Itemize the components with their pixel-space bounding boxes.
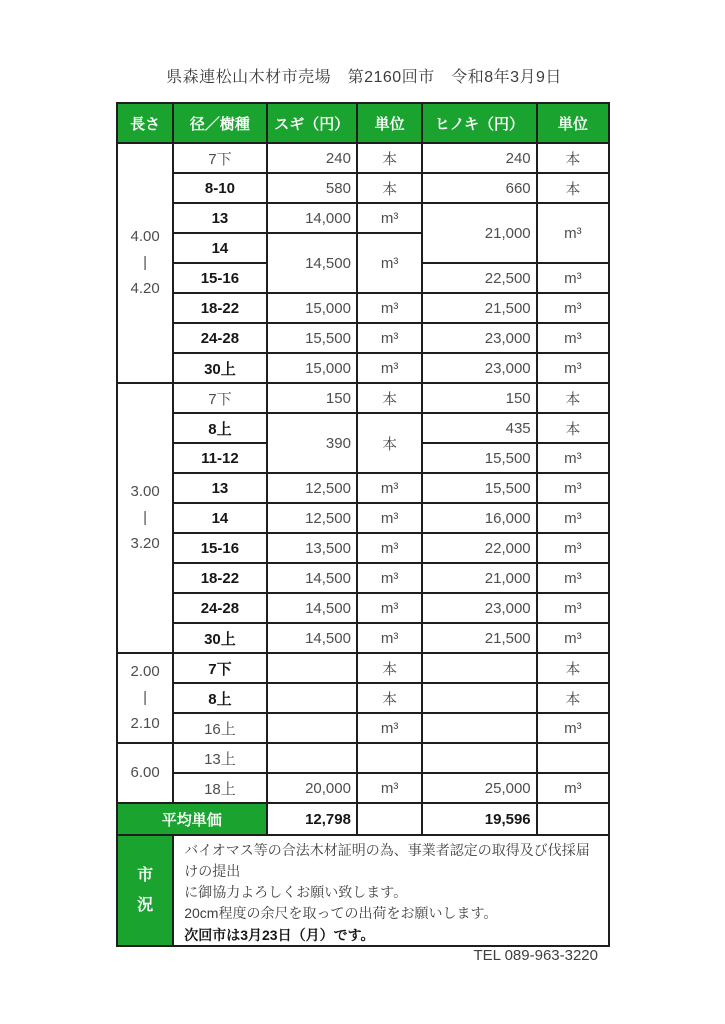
sugi-price-cell: 12,500: [267, 473, 357, 503]
sugi-unit-cell: 本: [357, 143, 422, 173]
diameter-cell: 24-28: [173, 593, 266, 623]
hinoki-price-cell: 23,000: [422, 353, 536, 383]
hinoki-unit-cell: [537, 743, 609, 773]
hinoki-unit-cell: 本: [537, 653, 609, 683]
price-row: [117, 593, 609, 623]
price-row: [117, 143, 609, 173]
phone-number: TEL 089-963-3220: [473, 947, 598, 964]
hinoki-unit-cell: 本: [537, 683, 609, 713]
length-cell: 6.00: [117, 743, 173, 803]
header-row: [117, 103, 609, 143]
price-row: [117, 383, 609, 413]
sugi-unit-cell: m³: [357, 533, 422, 563]
hinoki-unit-cell: 本: [537, 143, 609, 173]
average-row: [117, 803, 609, 835]
average-hinoki-unit: [537, 803, 609, 835]
average-sugi-unit: [357, 803, 422, 835]
market-conditions-row: [117, 835, 609, 946]
hinoki-unit-cell: m³: [537, 323, 609, 353]
hinoki-unit-cell: m³: [537, 443, 609, 473]
price-sheet: [116, 64, 612, 964]
col-header-length: 長さ: [117, 103, 173, 143]
col-header-diameter: 径／樹種: [173, 103, 266, 143]
sugi-unit-cell: 本: [357, 383, 422, 413]
diameter-cell: 13: [173, 203, 266, 233]
diameter-cell: 14: [173, 233, 266, 263]
sugi-price-cell: 15,500: [267, 323, 357, 353]
sugi-price-cell: [267, 713, 357, 743]
average-hinoki-price: 19,596: [422, 803, 536, 835]
col-header-unit-hinoki: 単位: [537, 103, 609, 143]
sugi-price-cell: 13,500: [267, 533, 357, 563]
sugi-price-cell: 240: [267, 143, 357, 173]
hinoki-unit-cell: m³: [537, 353, 609, 383]
price-table: [116, 102, 610, 964]
diameter-cell: 8-10: [173, 173, 266, 203]
price-row: [117, 323, 609, 353]
sugi-price-cell: [267, 653, 357, 683]
sugi-unit-cell: [357, 743, 422, 773]
hinoki-price-cell: 21,000: [422, 563, 536, 593]
hinoki-price-cell: 25,000: [422, 773, 536, 803]
sugi-price-cell: 14,500: [267, 233, 357, 293]
next-market-date-notice: 次回市は3月23日（月）です。: [184, 927, 375, 943]
hinoki-price-cell: 16,000: [422, 503, 536, 533]
hinoki-unit-cell: m³: [537, 713, 609, 743]
sugi-unit-cell: m³: [357, 473, 422, 503]
sugi-price-cell: 15,000: [267, 353, 357, 383]
sugi-unit-cell: m³: [357, 503, 422, 533]
price-row: [117, 473, 609, 503]
price-row: [117, 623, 609, 653]
hinoki-price-cell: [422, 743, 536, 773]
market-note-line: 20cm程度の余尺を取っての出荷をお願いします。: [184, 905, 498, 921]
hinoki-unit-cell: 本: [537, 413, 609, 443]
diameter-cell: 7下: [173, 383, 266, 413]
market-note-line: に御協力よろしくお願い致します。: [184, 884, 408, 900]
hinoki-price-cell: 240: [422, 143, 536, 173]
sugi-unit-cell: m³: [357, 233, 422, 293]
sugi-unit-cell: 本: [357, 413, 422, 473]
price-row: [117, 293, 609, 323]
sugi-price-cell: 12,500: [267, 503, 357, 533]
sugi-unit-cell: m³: [357, 353, 422, 383]
average-label: 平均単価: [117, 803, 267, 835]
diameter-cell: 16上: [173, 713, 266, 743]
hinoki-unit-cell: m³: [537, 503, 609, 533]
market-note-line: バイオマス等の合法木材証明の為、事業者認定の取得及び伐採届けの提出: [184, 842, 590, 879]
hinoki-price-cell: [422, 653, 536, 683]
sugi-unit-cell: m³: [357, 773, 422, 803]
col-header-unit-sugi: 単位: [357, 103, 422, 143]
sugi-unit-cell: m³: [357, 203, 422, 233]
hinoki-price-cell: 150: [422, 383, 536, 413]
diameter-cell: 30上: [173, 353, 266, 383]
sugi-price-cell: 14,500: [267, 563, 357, 593]
hinoki-price-cell: 15,500: [422, 443, 536, 473]
hinoki-unit-cell: m³: [537, 623, 609, 653]
sugi-price-cell: 390: [267, 413, 357, 473]
col-header-sugi: スギ（円）: [267, 103, 357, 143]
hinoki-price-cell: 21,500: [422, 623, 536, 653]
sugi-price-cell: 580: [267, 173, 357, 203]
sugi-unit-cell: 本: [357, 653, 422, 683]
hinoki-price-cell: [422, 683, 536, 713]
diameter-cell: 30上: [173, 623, 266, 653]
sugi-price-cell: 14,500: [267, 623, 357, 653]
sugi-unit-cell: m³: [357, 323, 422, 353]
diameter-cell: 7下: [173, 653, 266, 683]
hinoki-unit-cell: 本: [537, 173, 609, 203]
diameter-cell: 13上: [173, 743, 266, 773]
sugi-unit-cell: m³: [357, 293, 422, 323]
diameter-cell: 7下: [173, 143, 266, 173]
sugi-price-cell: 20,000: [267, 773, 357, 803]
sugi-price-cell: 14,000: [267, 203, 357, 233]
price-row: [117, 713, 609, 743]
market-conditions-body: [173, 835, 609, 964]
market-conditions-label: 市 況: [117, 835, 173, 946]
sugi-price-cell: 14,500: [267, 593, 357, 623]
hinoki-price-cell: [422, 713, 536, 743]
average-sugi-price: 12,798: [267, 803, 357, 835]
hinoki-price-cell: 15,500: [422, 473, 536, 503]
hinoki-unit-cell: m³: [537, 533, 609, 563]
hinoki-unit-cell: m³: [537, 773, 609, 803]
hinoki-unit-cell: m³: [537, 203, 609, 263]
hinoki-unit-cell: m³: [537, 293, 609, 323]
hinoki-price-cell: 660: [422, 173, 536, 203]
hinoki-unit-cell: m³: [537, 263, 609, 293]
hinoki-unit-cell: m³: [537, 593, 609, 623]
hinoki-unit-cell: m³: [537, 473, 609, 503]
sugi-unit-cell: m³: [357, 593, 422, 623]
hinoki-price-cell: 435: [422, 413, 536, 443]
diameter-cell: 14: [173, 503, 266, 533]
price-row: [117, 173, 609, 203]
price-row: [117, 203, 609, 233]
sugi-unit-cell: m³: [357, 623, 422, 653]
page-title: 県森連松山木材市売場 第2160回市 令和8年3月9日: [166, 69, 562, 86]
length-cell: 3.00 | 3.20: [117, 383, 173, 653]
diameter-cell: 15-16: [173, 533, 266, 563]
hinoki-price-cell: 23,000: [422, 593, 536, 623]
sugi-price-cell: 15,000: [267, 293, 357, 323]
sugi-price-cell: [267, 683, 357, 713]
price-row: [117, 773, 609, 803]
diameter-cell: 24-28: [173, 323, 266, 353]
sugi-price-cell: [267, 743, 357, 773]
diameter-cell: 18上: [173, 773, 266, 803]
diameter-cell: 13: [173, 473, 266, 503]
price-row: [117, 413, 609, 443]
sugi-unit-cell: 本: [357, 683, 422, 713]
hinoki-price-cell: 22,500: [422, 263, 536, 293]
hinoki-price-cell: 22,000: [422, 533, 536, 563]
diameter-cell: 8上: [173, 413, 266, 443]
sugi-unit-cell: m³: [357, 713, 422, 743]
price-row: [117, 533, 609, 563]
col-header-hinoki: ヒノキ（円）: [422, 103, 536, 143]
price-row: [117, 503, 609, 533]
hinoki-price-cell: 21,500: [422, 293, 536, 323]
price-row: [117, 353, 609, 383]
length-cell: 4.00 | 4.20: [117, 143, 173, 383]
sugi-unit-cell: 本: [357, 173, 422, 203]
hinoki-unit-cell: m³: [537, 563, 609, 593]
hinoki-price-cell: 21,000: [422, 203, 536, 263]
price-row: [117, 683, 609, 713]
diameter-cell: 11-12: [173, 443, 266, 473]
price-row: [117, 743, 609, 773]
sugi-price-cell: 150: [267, 383, 357, 413]
price-row: [117, 563, 609, 593]
hinoki-unit-cell: 本: [537, 383, 609, 413]
length-cell: 2.00 | 2.10: [117, 653, 173, 743]
diameter-cell: 15-16: [173, 263, 266, 293]
diameter-cell: 8上: [173, 683, 266, 713]
diameter-cell: 18-22: [173, 563, 266, 593]
price-row: [117, 653, 609, 683]
hinoki-price-cell: 23,000: [422, 323, 536, 353]
diameter-cell: 18-22: [173, 293, 266, 323]
sugi-unit-cell: m³: [357, 563, 422, 593]
